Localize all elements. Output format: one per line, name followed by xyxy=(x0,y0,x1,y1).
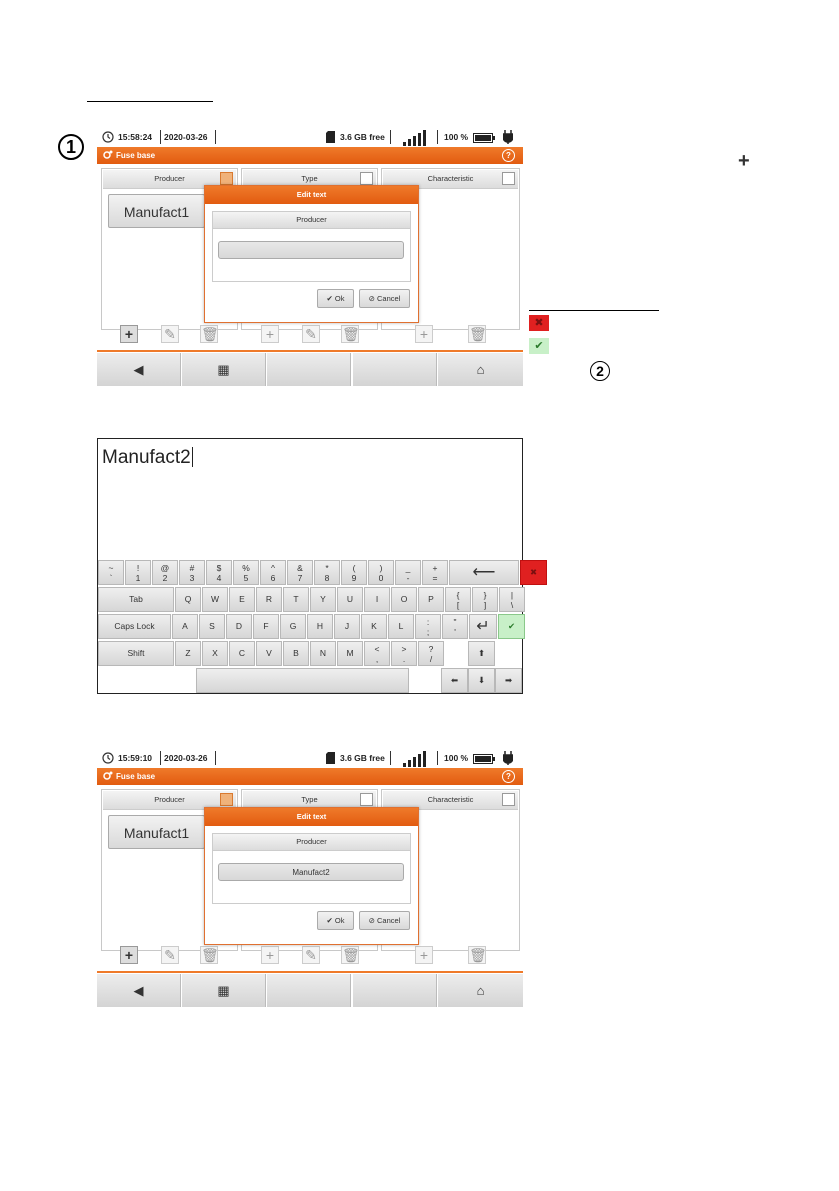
shift-key[interactable]: Shift xyxy=(98,641,174,666)
callout-2: 2 xyxy=(590,361,610,381)
key[interactable]: % 5 xyxy=(233,560,259,585)
table-icon[interactable]: ▦ xyxy=(182,353,266,386)
backspace-key[interactable]: ⟵ xyxy=(449,560,519,585)
producer-checkbox[interactable] xyxy=(220,172,233,185)
cancel-button[interactable]: ⊘ Cancel xyxy=(359,911,410,930)
battery-icon xyxy=(473,133,495,143)
plus-icon: + xyxy=(738,150,750,172)
key[interactable]: J xyxy=(334,614,360,639)
key[interactable]: W xyxy=(202,587,228,612)
key[interactable]: | \ xyxy=(499,587,525,612)
virtual-keyboard xyxy=(97,438,538,694)
dialog-title: Edit text xyxy=(205,808,418,826)
key[interactable]: ? / xyxy=(418,641,444,666)
producer-column-header[interactable]: Producer xyxy=(103,170,236,189)
heading-underline xyxy=(87,101,213,102)
key[interactable]: X xyxy=(202,641,228,666)
key[interactable]: A xyxy=(172,614,198,639)
key[interactable]: N xyxy=(310,641,336,666)
key[interactable]: M xyxy=(337,641,363,666)
status-battery: 100 % xyxy=(444,753,469,763)
key[interactable]: @ 2 xyxy=(152,560,178,585)
nav-bar xyxy=(97,971,523,1004)
key[interactable]: H xyxy=(307,614,333,639)
dialog-field-header: Producer xyxy=(213,834,410,851)
delete-trash-icon[interactable]: 🗑 xyxy=(469,326,487,342)
key[interactable]: ^ 6 xyxy=(260,560,286,585)
sd-card-icon xyxy=(326,752,335,764)
status-bar xyxy=(97,750,523,768)
producer-checkbox[interactable] xyxy=(220,793,233,806)
status-date: 2020-03-26 xyxy=(164,753,208,763)
key[interactable]: * 8 xyxy=(314,560,340,585)
delete-trash-icon[interactable]: 🗑 xyxy=(201,326,219,342)
type-column-header[interactable]: Type xyxy=(243,170,376,189)
screen-title: Fuse base xyxy=(116,151,156,160)
back-button[interactable]: ◀ xyxy=(97,974,181,1007)
ok-button[interactable]: ✔ Ok xyxy=(317,911,354,930)
delete-trash-icon[interactable]: 🗑 xyxy=(469,947,487,963)
status-battery: 100 % xyxy=(444,132,469,142)
screen-title: Fuse base xyxy=(116,772,156,781)
gear-icon xyxy=(103,150,113,160)
status-bar xyxy=(97,129,523,147)
title-bar xyxy=(97,147,523,164)
delete-trash-icon[interactable]: 🗑 xyxy=(201,947,219,963)
key[interactable]: ! 1 xyxy=(125,560,151,585)
producer-item[interactable]: Manufact1 xyxy=(108,194,205,228)
left-arrow-key[interactable]: ⬅ xyxy=(441,668,468,693)
right-arrow-key[interactable]: ➡ xyxy=(495,668,522,693)
edit-text-dialog xyxy=(204,185,419,323)
key[interactable]: { [ xyxy=(445,587,471,612)
key[interactable]: + = xyxy=(422,560,448,585)
edit-pencil-icon[interactable]: ✎ xyxy=(302,946,320,964)
producer-column-header[interactable]: Producer xyxy=(103,791,236,810)
characteristic-checkbox[interactable] xyxy=(502,793,515,806)
gear-icon xyxy=(103,771,113,781)
key[interactable]: B xyxy=(283,641,309,666)
cancel-x-icon: ✖ xyxy=(529,315,549,331)
add-button[interactable]: + xyxy=(261,946,279,964)
key[interactable]: & 7 xyxy=(287,560,313,585)
type-checkbox[interactable] xyxy=(360,172,373,185)
add-button[interactable]: + xyxy=(120,325,138,343)
edit-pencil-icon[interactable]: ✎ xyxy=(161,325,179,343)
accept-check-icon: ✔ xyxy=(529,338,549,354)
edit-text-dialog xyxy=(204,807,419,945)
plug-icon xyxy=(503,751,513,765)
key[interactable]: ) 0 xyxy=(368,560,394,585)
help-icon[interactable]: ? xyxy=(502,770,515,783)
keyboard-text-field[interactable]: Manufact2 xyxy=(102,447,191,468)
add-button[interactable]: + xyxy=(120,946,138,964)
key[interactable]: _ - xyxy=(395,560,421,585)
key[interactable]: Z xyxy=(175,641,201,666)
key[interactable]: G xyxy=(280,614,306,639)
home-icon[interactable]: ⌂ xyxy=(438,353,523,386)
nav-empty-button[interactable] xyxy=(353,974,437,1007)
key[interactable]: F xyxy=(253,614,279,639)
type-checkbox[interactable] xyxy=(360,793,373,806)
key[interactable]: > . xyxy=(391,641,417,666)
sd-card-icon xyxy=(326,131,335,143)
key[interactable]: $ 4 xyxy=(206,560,232,585)
key[interactable]: ( 9 xyxy=(341,560,367,585)
key[interactable]: S xyxy=(199,614,225,639)
callout-1: 1 xyxy=(58,134,84,160)
key[interactable]: V xyxy=(256,641,282,666)
edit-pencil-icon[interactable]: ✎ xyxy=(302,325,320,343)
add-button[interactable]: + xyxy=(261,325,279,343)
dialog-field-box xyxy=(212,833,411,904)
cancel-x-key[interactable]: ✖ xyxy=(520,560,547,585)
status-storage: 3.6 GB free xyxy=(340,132,385,142)
edit-pencil-icon[interactable]: ✎ xyxy=(161,946,179,964)
status-date: 2020-03-26 xyxy=(164,132,208,142)
key[interactable]: P xyxy=(418,587,444,612)
key[interactable]: # 3 xyxy=(179,560,205,585)
title-bar xyxy=(97,768,523,785)
bottom-device-screen xyxy=(97,750,523,1004)
key[interactable]: Q xyxy=(175,587,201,612)
producer-input[interactable] xyxy=(218,241,404,259)
status-time: 15:58:24 xyxy=(118,132,153,142)
add-button[interactable]: + xyxy=(415,325,433,343)
producer-input[interactable]: Manufact2 xyxy=(218,863,404,881)
key[interactable]: O xyxy=(391,587,417,612)
type-column-header[interactable]: Type xyxy=(243,791,376,810)
key[interactable]: ~ ` xyxy=(98,560,124,585)
space-key[interactable] xyxy=(196,668,409,693)
back-button[interactable]: ◀ xyxy=(97,353,181,386)
nav-empty-button[interactable] xyxy=(267,353,351,386)
key[interactable]: T xyxy=(283,587,309,612)
key[interactable]: C xyxy=(229,641,255,666)
home-icon[interactable]: ⌂ xyxy=(438,974,523,1007)
dialog-field-box xyxy=(212,211,411,282)
battery-icon xyxy=(473,754,495,764)
dialog-title: Edit text xyxy=(205,186,418,204)
enter-key[interactable]: ↵ xyxy=(469,614,497,639)
delete-trash-icon[interactable]: 🗑 xyxy=(342,947,360,963)
key[interactable]: D xyxy=(226,614,252,639)
caps-lock-key[interactable]: Caps Lock xyxy=(98,614,171,639)
characteristic-checkbox[interactable] xyxy=(502,172,515,185)
key[interactable]: R xyxy=(256,587,282,612)
legend-underline xyxy=(529,310,659,311)
key[interactable]: } ] xyxy=(472,587,498,612)
help-icon[interactable]: ? xyxy=(502,149,515,162)
producer-item[interactable]: Manufact1 xyxy=(108,815,205,849)
key[interactable]: : ; xyxy=(415,614,441,639)
key[interactable]: K xyxy=(361,614,387,639)
nav-bar xyxy=(97,350,523,383)
clock-icon xyxy=(102,131,114,143)
delete-trash-icon[interactable]: 🗑 xyxy=(342,326,360,342)
key[interactable]: " ' xyxy=(442,614,468,639)
nav-empty-button[interactable] xyxy=(353,353,437,386)
nav-empty-button[interactable] xyxy=(267,974,351,1007)
status-time: 15:59:10 xyxy=(118,753,153,763)
table-icon[interactable]: ▦ xyxy=(182,974,266,1007)
key[interactable]: < , xyxy=(364,641,390,666)
top-device-screen xyxy=(97,129,523,383)
key[interactable]: I xyxy=(364,587,390,612)
up-arrow-key[interactable]: ⬆ xyxy=(468,641,495,666)
cancel-button[interactable]: ⊘ Cancel xyxy=(359,289,410,308)
signal-icon xyxy=(403,751,429,767)
status-storage: 3.6 GB free xyxy=(340,753,385,763)
ok-button[interactable]: ✔ Ok xyxy=(317,289,354,308)
characteristic-column-header[interactable]: Characteristic xyxy=(383,170,518,189)
tab-key[interactable]: Tab xyxy=(98,587,174,612)
key[interactable]: E xyxy=(229,587,255,612)
plug-icon xyxy=(503,130,513,144)
signal-icon xyxy=(403,130,429,146)
characteristic-column-header[interactable]: Characteristic xyxy=(383,791,518,810)
key[interactable]: U xyxy=(337,587,363,612)
add-button[interactable]: + xyxy=(415,946,433,964)
down-arrow-key[interactable]: ⬇ xyxy=(468,668,495,693)
clock-icon xyxy=(102,752,114,764)
dialog-field-header: Producer xyxy=(213,212,410,229)
accept-check-key[interactable]: ✔ xyxy=(498,614,525,639)
key[interactable]: Y xyxy=(310,587,336,612)
key[interactable]: L xyxy=(388,614,414,639)
